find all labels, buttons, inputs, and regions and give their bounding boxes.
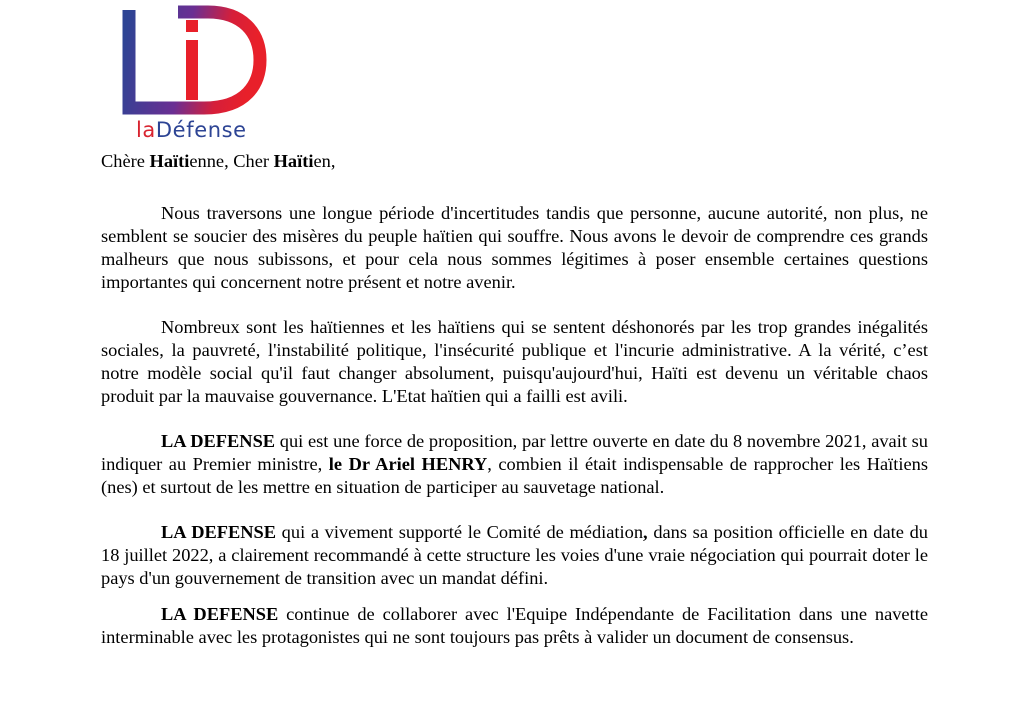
greeting-bold: Haïti — [149, 151, 190, 171]
ld-monogram-icon — [120, 4, 270, 122]
letter-body — [101, 150, 928, 649]
org-name: LA DEFENSE — [161, 604, 279, 624]
paragraph-1: Nous traversons une longue période d'incertitudes tandis que personne, aucune autorité, non plus, ne semblent se soucier des misères du peuple haïtien qui souffre. Nous avons le devoir de comprendre ces grands malheurs que nous subissons, et pour cela nous sommes légitimes à poser ensemble certaines questions importantes qui concernent notre présent et notre avenir. — [101, 203, 928, 292]
paragraph-2: Nombreux sont les haïtiennes et les haïtiens qui se sentent déshonorés par les trop grandes inégalités sociales, la pauvreté, l'instabilité politique, l'insécurité publique et l'incurie administrative. A la vérité, c’est notre modèle social qu'il faut changer absolument, puisqu'aujourd'hui, Haïti est devenu un véritable chaos produit par la mauvaise gouvernance. L'Etat haïtien qui a failli est avili. — [101, 317, 928, 406]
la-defense-logo — [120, 4, 270, 144]
logo-wordmark — [136, 118, 247, 142]
greeting-text: en, — [313, 151, 336, 171]
person-name: le Dr Ariel HENRY — [328, 454, 488, 474]
paragraph-text: , combien il était indispensable de rapprocher les Haïtiens (nes) et surtout de les mettre en situation de participer au sauvetage national. — [101, 454, 928, 497]
bold-comma: , — [643, 522, 648, 542]
greeting-text: Chère — [101, 151, 150, 171]
paragraph-text: qui est une force de proposition, par lettre ouverte en date du 8 novembre 2021, avait su indiquer au Premier ministre, — [101, 431, 928, 474]
paragraph-text: continue de collaborer avec l'Equipe Indépendante de Facilitation dans une navette interminable avec les protagonistes qui ne sont toujours pas prêts à valider un document de consensus. — [101, 604, 928, 647]
greeting — [101, 150, 928, 173]
logo-text-la: la — [136, 118, 156, 142]
paragraph-text: qui a vivement supporté le Comité de médiation — [276, 522, 644, 542]
org-name: LA DEFENSE — [161, 431, 276, 451]
logo-text-defense: Défense — [155, 118, 247, 142]
paragraph-3 — [101, 430, 928, 499]
greeting-bold: Haïti — [273, 151, 314, 171]
paragraph-5 — [101, 603, 928, 649]
paragraph-4 — [101, 521, 928, 590]
greeting-text: enne, Cher — [189, 151, 274, 171]
paragraph-text: dans sa position officielle en date du 18 juillet 2022, a clairement recommandé à cette structure les voies d'une vraie négociation qui pourrait doter le pays d'un gouvernement de transition avec un mandat défini. — [101, 522, 928, 588]
org-name: LA DEFENSE — [161, 522, 277, 542]
